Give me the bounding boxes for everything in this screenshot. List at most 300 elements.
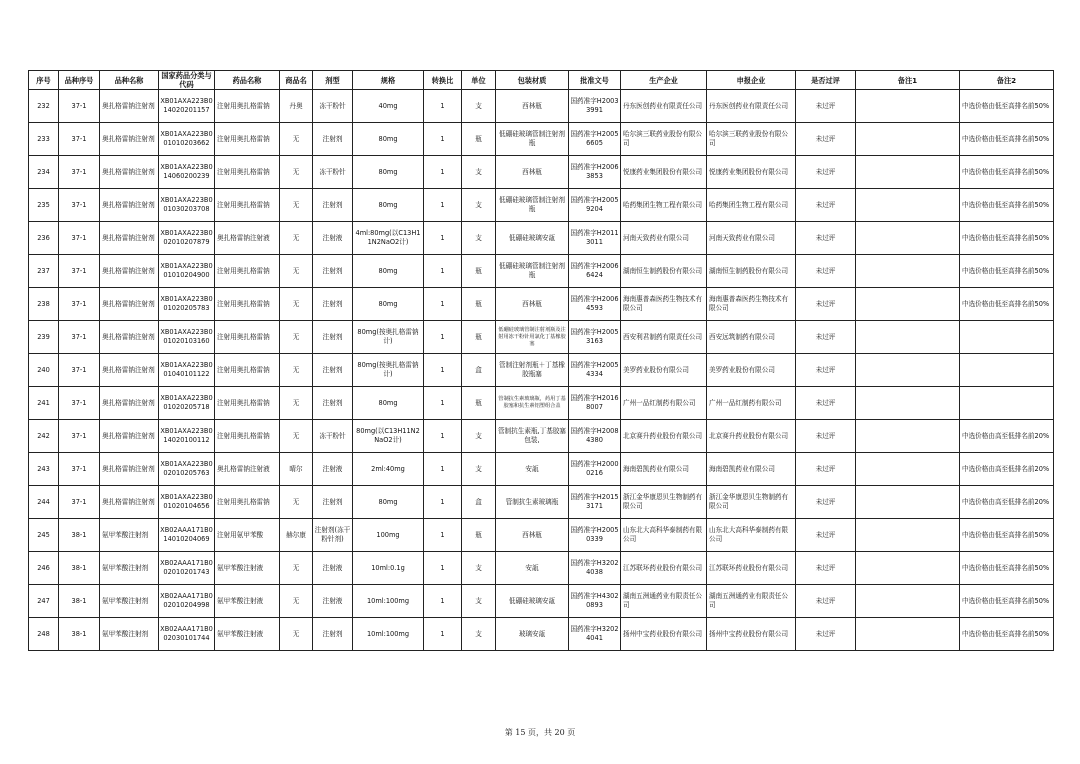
table-cell: 河南天致药业有限公司 (621, 222, 707, 255)
table-cell: 注射剂 (313, 123, 353, 156)
table-cell: 氨甲苯酸注射剂 (100, 519, 159, 552)
table-cell: 奥扎格雷钠注射剂 (100, 486, 159, 519)
table-cell: 10ml:0.1g (353, 552, 424, 585)
table-cell: 244 (29, 486, 59, 519)
table-cell: 80mg (353, 288, 424, 321)
table-row (29, 420, 1054, 453)
table-cell: 氨甲苯酸注射剂 (100, 585, 159, 618)
table-cell: 晴尔 (280, 453, 313, 486)
table-cell: XB02AAA171B014010204069 (159, 519, 215, 552)
table-cell: 10ml:100mg (353, 585, 424, 618)
table-cell: 未过评 (796, 420, 856, 453)
table-cell: 中选价格由低至高排名前50% (960, 585, 1054, 618)
column-header: 生产企业 (621, 71, 707, 90)
table-cell: 1 (424, 420, 462, 453)
table-cell: 无 (280, 552, 313, 585)
table-cell: 80mg(以C13H11N2NaO2计) (353, 420, 424, 453)
table-cell: 注射剂 (313, 321, 353, 354)
table-cell: 248 (29, 618, 59, 651)
table-cell: 37-1 (59, 90, 100, 123)
table-cell: 235 (29, 189, 59, 222)
table-cell: 未过评 (796, 453, 856, 486)
table-cell (960, 321, 1054, 354)
table-cell: 扬州中宝药业股份有限公司 (707, 618, 796, 651)
table-cell: 中选价格由低至高排名前50% (960, 222, 1054, 255)
table-cell (856, 486, 960, 519)
table-row (29, 222, 1054, 255)
table-cell: 80mg(按奥扎格雷钠计) (353, 321, 424, 354)
table-row (29, 255, 1054, 288)
table-row (29, 123, 1054, 156)
table-cell: 80mg (353, 156, 424, 189)
table-cell: 80mg (353, 486, 424, 519)
table-cell: 奥扎格雷钠注射剂 (100, 123, 159, 156)
column-header: 备注2 (960, 71, 1054, 90)
table-cell: 海南碧凯药业有限公司 (707, 453, 796, 486)
table-cell: 国药准字H20000216 (569, 453, 621, 486)
table-cell: 38-1 (59, 585, 100, 618)
table-cell: 注射液 (313, 453, 353, 486)
table-cell: 哈尔滨三联药业股份有限公司 (621, 123, 707, 156)
table-cell: 注射用奥扎格雷钠 (215, 123, 280, 156)
column-header: 备注1 (856, 71, 960, 90)
table-cell: 无 (280, 123, 313, 156)
table-cell (960, 354, 1054, 387)
table-cell: 237 (29, 255, 59, 288)
table-cell: 低硼硅玻璃管制注射剂瓶 (496, 189, 569, 222)
table-cell: 浙江金华康恩贝生物制药有限公司 (707, 486, 796, 519)
table-cell (856, 354, 960, 387)
table-cell: 1 (424, 387, 462, 420)
table-cell: 支 (462, 618, 496, 651)
table-cell: 未过评 (796, 354, 856, 387)
table-cell: 243 (29, 453, 59, 486)
table-cell: 注射用奥扎格雷钠 (215, 189, 280, 222)
table-cell: 无 (280, 387, 313, 420)
table-cell: 注射用奥扎格雷钠 (215, 420, 280, 453)
table-cell: 中选价格由高至低排名前20% (960, 453, 1054, 486)
table-cell: 242 (29, 420, 59, 453)
table-cell: 239 (29, 321, 59, 354)
table-cell: 未过评 (796, 123, 856, 156)
table-cell (856, 321, 960, 354)
table-row (29, 288, 1054, 321)
table-cell: 奥扎格雷钠注射液 (215, 453, 280, 486)
table-cell: 1 (424, 354, 462, 387)
table-cell: XB01AXA223B001010204900 (159, 255, 215, 288)
table-cell: 无 (280, 585, 313, 618)
table-cell: 240 (29, 354, 59, 387)
table-cell: 232 (29, 90, 59, 123)
table-cell: 80mg(按奥扎格雷钠计) (353, 354, 424, 387)
table-cell: XB01AXA223B014020201157 (159, 90, 215, 123)
table-cell: 38-1 (59, 519, 100, 552)
table-cell: 支 (462, 552, 496, 585)
table-cell: 国药准字H20056605 (569, 123, 621, 156)
table-cell: 1 (424, 618, 462, 651)
table-cell: 海南惠普森医药生物技术有限公司 (707, 288, 796, 321)
table-cell: 氨甲苯酸注射剂 (100, 618, 159, 651)
column-header: 品种名称 (100, 71, 159, 90)
table-cell: 支 (462, 189, 496, 222)
table-cell: 中选价格由低至高排名前50% (960, 123, 1054, 156)
table-cell: 注射用奥扎格雷钠 (215, 321, 280, 354)
table-cell: 1 (424, 321, 462, 354)
table-cell: 注射剂 (313, 189, 353, 222)
table-cell: 注射液 (313, 552, 353, 585)
column-header: 品种序号 (59, 71, 100, 90)
table-cell: 注射用奥扎格雷钠 (215, 354, 280, 387)
table-row (29, 189, 1054, 222)
table-cell: 100mg (353, 519, 424, 552)
table-cell: 丹奥 (280, 90, 313, 123)
column-header: 申报企业 (707, 71, 796, 90)
table-cell: 广州一品红制药有限公司 (707, 387, 796, 420)
table-row (29, 552, 1054, 585)
table-cell: 注射用氨甲苯酸 (215, 519, 280, 552)
table-cell: 1 (424, 189, 462, 222)
table-cell: 2ml:40mg (353, 453, 424, 486)
table-cell: 奥扎格雷钠注射剂 (100, 156, 159, 189)
table-cell: 管制抗生素玻璃瓶 (496, 486, 569, 519)
table-cell: 盒 (462, 354, 496, 387)
table-cell: 无 (280, 288, 313, 321)
table-cell: 37-1 (59, 123, 100, 156)
table-cell: 中选价格由高至低排名前20% (960, 420, 1054, 453)
table-cell: 246 (29, 552, 59, 585)
table-body (29, 90, 1054, 651)
table-cell: 37-1 (59, 189, 100, 222)
table-cell: 哈药集团生物工程有限公司 (621, 189, 707, 222)
table-cell: 国药准字H20033991 (569, 90, 621, 123)
table-cell: 低硼硅玻璃管制注射剂瓶 (496, 255, 569, 288)
table-cell: 海南惠普森医药生物技术有限公司 (621, 288, 707, 321)
table-cell: 无 (280, 189, 313, 222)
table-cell: 未过评 (796, 90, 856, 123)
table-cell: 中选价格由低至高排名前50% (960, 90, 1054, 123)
table-row (29, 156, 1054, 189)
table-cell: 中选价格由低至高排名前50% (960, 552, 1054, 585)
table-cell: 未过评 (796, 585, 856, 618)
table-cell: 中选价格由低至高排名前50% (960, 288, 1054, 321)
table-cell: 支 (462, 585, 496, 618)
table-cell: 支 (462, 90, 496, 123)
table-cell: 注射剂 (313, 288, 353, 321)
table-cell: 国药准字H20064593 (569, 288, 621, 321)
table-cell: 河南天致药业有限公司 (707, 222, 796, 255)
table-cell: 湖南恒生制药股份有限公司 (707, 255, 796, 288)
table-cell: XB01AXA223B002010205763 (159, 453, 215, 486)
table-cell: 未过评 (796, 552, 856, 585)
table-cell: 西林瓶 (496, 156, 569, 189)
column-header: 转换比 (424, 71, 462, 90)
table-cell: 冻干粉针 (313, 156, 353, 189)
table-cell: 美罗药业股份有限公司 (621, 354, 707, 387)
table-cell: 38-1 (59, 618, 100, 651)
table-cell: 哈尔滨三联药业股份有限公司 (707, 123, 796, 156)
table-cell: 盒 (462, 486, 496, 519)
table-cell (856, 387, 960, 420)
table-cell: 玻璃安瓿 (496, 618, 569, 651)
table-cell: 236 (29, 222, 59, 255)
table-cell: 西林瓶 (496, 90, 569, 123)
table-cell: 241 (29, 387, 59, 420)
column-header: 包装材质 (496, 71, 569, 90)
table-cell: XB01AXA223B001030203708 (159, 189, 215, 222)
table-cell: 国药准字H20153171 (569, 486, 621, 519)
table-cell: 国药准字H20054334 (569, 354, 621, 387)
column-header: 药品名称 (215, 71, 280, 90)
table-cell (856, 255, 960, 288)
table-cell: 38-1 (59, 552, 100, 585)
table-cell: 37-1 (59, 453, 100, 486)
table-cell: 赫尔康 (280, 519, 313, 552)
table-cell: 234 (29, 156, 59, 189)
table-cell: XB02AAA171B002010204998 (159, 585, 215, 618)
table-cell: 瓶 (462, 387, 496, 420)
table-cell: 1 (424, 90, 462, 123)
table-cell: 浙江金华康恩贝生物制药有限公司 (621, 486, 707, 519)
table-cell: 氨甲苯酸注射剂 (100, 552, 159, 585)
table-cell: 低硼硅玻璃管制注射剂瓶 (496, 123, 569, 156)
table-cell: 37-1 (59, 354, 100, 387)
table-cell: 注射剂(冻干粉针剂) (313, 519, 353, 552)
table-cell: 中选价格由低至高排名前50% (960, 189, 1054, 222)
table-cell: 无 (280, 486, 313, 519)
table-cell: 支 (462, 420, 496, 453)
table-cell (856, 222, 960, 255)
column-header: 商品名 (280, 71, 313, 90)
table-row (29, 387, 1054, 420)
table-cell: 瓶 (462, 123, 496, 156)
table-row (29, 519, 1054, 552)
table-row (29, 585, 1054, 618)
table-cell (856, 420, 960, 453)
table-cell: 瓶 (462, 321, 496, 354)
table-cell: 支 (462, 222, 496, 255)
table-cell (856, 519, 960, 552)
table-cell: 37-1 (59, 255, 100, 288)
table-cell: 中选价格由高至低排名前20% (960, 486, 1054, 519)
table-cell: 西林瓶 (496, 288, 569, 321)
table-cell: 40mg (353, 90, 424, 123)
table-cell: 80mg (353, 189, 424, 222)
table-cell: 国药准字H32024041 (569, 618, 621, 651)
table-cell: 中选价格由低至高排名前50% (960, 156, 1054, 189)
column-header: 剂型 (313, 71, 353, 90)
table-cell: 西林瓶 (496, 519, 569, 552)
table-cell: 注射用奥扎格雷钠 (215, 255, 280, 288)
table-cell: 37-1 (59, 321, 100, 354)
table-cell: 1 (424, 156, 462, 189)
table-cell: 管制抗生素瓶,丁基胶塞包装, (496, 420, 569, 453)
table-cell: 1 (424, 486, 462, 519)
table-cell: 80mg (353, 255, 424, 288)
table-cell: 国药准字H20113011 (569, 222, 621, 255)
table-cell: 未过评 (796, 189, 856, 222)
table-cell: 注射用奥扎格雷钠 (215, 387, 280, 420)
table-cell: 支 (462, 453, 496, 486)
table-cell: 1 (424, 255, 462, 288)
table-cell: 未过评 (796, 618, 856, 651)
table-cell: 美罗药业股份有限公司 (707, 354, 796, 387)
table-cell: 奥扎格雷钠注射剂 (100, 288, 159, 321)
table-cell (856, 552, 960, 585)
table-cell: 245 (29, 519, 59, 552)
table-cell: 奥扎格雷钠注射剂 (100, 387, 159, 420)
table-cell: 10ml:100mg (353, 618, 424, 651)
table-row (29, 354, 1054, 387)
table-cell: 湖南五洲通药业有限责任公司 (621, 585, 707, 618)
table-cell: 丹东医创药业有限责任公司 (707, 90, 796, 123)
column-header: 规格 (353, 71, 424, 90)
column-header: 单位 (462, 71, 496, 90)
table-cell: 37-1 (59, 222, 100, 255)
table-cell: 国药准字H20059204 (569, 189, 621, 222)
table-cell: 注射用奥扎格雷钠 (215, 156, 280, 189)
table-cell: XB01AXA223B001020103160 (159, 321, 215, 354)
table-cell: 湖南五洲通药业有限责任公司 (707, 585, 796, 618)
table-cell: 无 (280, 222, 313, 255)
table-cell: 无 (280, 618, 313, 651)
table-cell: 233 (29, 123, 59, 156)
table-cell: XB01AXA223B001010203662 (159, 123, 215, 156)
table-cell: 注射剂 (313, 486, 353, 519)
table-cell: 注射剂 (313, 618, 353, 651)
table-cell: XB02AAA171B002030101744 (159, 618, 215, 651)
table-cell: 1 (424, 453, 462, 486)
table-cell: 奥扎格雷钠注射剂 (100, 354, 159, 387)
table-cell (856, 90, 960, 123)
table-cell: 注射用奥扎格雷钠 (215, 90, 280, 123)
table-cell: 冻干粉针 (313, 420, 353, 453)
table-cell: 中选价格由低至高排名前50% (960, 255, 1054, 288)
table-cell: 奥扎格雷钠注射剂 (100, 255, 159, 288)
table-cell: 37-1 (59, 420, 100, 453)
page-footer: 第 15 页，共 20 页 (504, 728, 576, 737)
table-cell: 37-1 (59, 387, 100, 420)
drug-list-table (28, 70, 1054, 651)
table-cell: 北京赛升药业股份有限公司 (621, 420, 707, 453)
table-cell: 无 (280, 420, 313, 453)
table-cell: 国药准字H20084380 (569, 420, 621, 453)
table-row (29, 321, 1054, 354)
table-cell: 氨甲苯酸注射液 (215, 552, 280, 585)
table-cell: 低硼硅玻璃管制注射剂瓶及注射用冻干粉针用氯化丁基橡胶塞 (496, 321, 569, 354)
table-cell: XB01AXA223B001020104656 (159, 486, 215, 519)
column-header: 序号 (29, 71, 59, 90)
table-cell: 37-1 (59, 486, 100, 519)
table-cell: 未过评 (796, 387, 856, 420)
table-cell: 无 (280, 321, 313, 354)
table-cell: 丹东医创药业有限责任公司 (621, 90, 707, 123)
table-cell: 注射用奥扎格雷钠 (215, 486, 280, 519)
table-cell: 管制抗生素玻璃瓶，药用丁基胶塞和抗生素铝塑组合盖 (496, 387, 569, 420)
table-cell: 未过评 (796, 255, 856, 288)
table-cell: 国药准字H20053163 (569, 321, 621, 354)
table-cell: 未过评 (796, 486, 856, 519)
table-cell: 山东北大高科华泰制药有限公司 (621, 519, 707, 552)
table-cell: 国药准字H20066424 (569, 255, 621, 288)
table-cell (960, 387, 1054, 420)
column-header: 国家药品分类与代码 (159, 71, 215, 90)
table-cell (856, 156, 960, 189)
table-cell: 1 (424, 519, 462, 552)
table-cell: 4ml:80mg(以C13H11N2NaO2计) (353, 222, 424, 255)
table-cell: 未过评 (796, 519, 856, 552)
table-cell: 海南碧凯药业有限公司 (621, 453, 707, 486)
table-cell: 国药准字H43020893 (569, 585, 621, 618)
table-cell: XB01AXA223B002010207879 (159, 222, 215, 255)
table-cell: 氨甲苯酸注射液 (215, 618, 280, 651)
table-cell: 未过评 (796, 321, 856, 354)
table-cell: 1 (424, 123, 462, 156)
table-row (29, 90, 1054, 123)
table-cell: 冻干粉针 (313, 90, 353, 123)
table-cell: 80mg (353, 123, 424, 156)
table-cell: 北京赛升药业股份有限公司 (707, 420, 796, 453)
table-cell: 悦康药业集团股份有限公司 (621, 156, 707, 189)
table-cell: 低硼硅玻璃安瓿 (496, 585, 569, 618)
table-cell: 湖南恒生制药股份有限公司 (621, 255, 707, 288)
table-cell: 瓶 (462, 255, 496, 288)
table-cell: 未过评 (796, 222, 856, 255)
table-cell: 1 (424, 222, 462, 255)
column-header: 是否过评 (796, 71, 856, 90)
table-cell: 国药准字H32024038 (569, 552, 621, 585)
column-header: 批准文号 (569, 71, 621, 90)
table-cell: 注射剂 (313, 354, 353, 387)
table-cell: 37-1 (59, 288, 100, 321)
table-cell: 注射液 (313, 222, 353, 255)
table-cell: 无 (280, 255, 313, 288)
table-header-row (29, 71, 1054, 90)
table-cell: 江苏联环药业股份有限公司 (621, 552, 707, 585)
table-cell: 中选价格由低至高排名前50% (960, 519, 1054, 552)
table-cell (856, 585, 960, 618)
table-cell (856, 453, 960, 486)
table-cell: XB01AXA223B001020205718 (159, 387, 215, 420)
table-cell: XB01AXA223B001040101122 (159, 354, 215, 387)
table-cell: 西安利君制药有限责任公司 (621, 321, 707, 354)
table-cell: XB01AXA223B001020205783 (159, 288, 215, 321)
table-cell: XB01AXA223B014060200239 (159, 156, 215, 189)
table-cell: 国药准字H20168007 (569, 387, 621, 420)
table-cell: 西安远筑制药有限公司 (707, 321, 796, 354)
table-cell: 无 (280, 156, 313, 189)
table-cell: 奥扎格雷钠注射剂 (100, 189, 159, 222)
table-cell: 37-1 (59, 156, 100, 189)
table-cell: 安瓿 (496, 453, 569, 486)
table-cell: 瓶 (462, 288, 496, 321)
table-cell: 注射剂 (313, 255, 353, 288)
table-cell: 奥扎格雷钠注射剂 (100, 321, 159, 354)
table-cell (856, 123, 960, 156)
table-cell: 支 (462, 156, 496, 189)
table-cell: 奥扎格雷钠注射剂 (100, 420, 159, 453)
table-cell: 247 (29, 585, 59, 618)
table-row (29, 618, 1054, 651)
table-cell: 1 (424, 585, 462, 618)
table-cell: 扬州中宝药业股份有限公司 (621, 618, 707, 651)
table-cell: 1 (424, 288, 462, 321)
table-cell: 1 (424, 552, 462, 585)
table-cell: 奥扎格雷钠注射剂 (100, 90, 159, 123)
table-cell: 奥扎格雷钠注射剂 (100, 453, 159, 486)
table-cell: 无 (280, 354, 313, 387)
table-cell: 注射用奥扎格雷钠 (215, 288, 280, 321)
table-cell: 广州一品红制药有限公司 (621, 387, 707, 420)
